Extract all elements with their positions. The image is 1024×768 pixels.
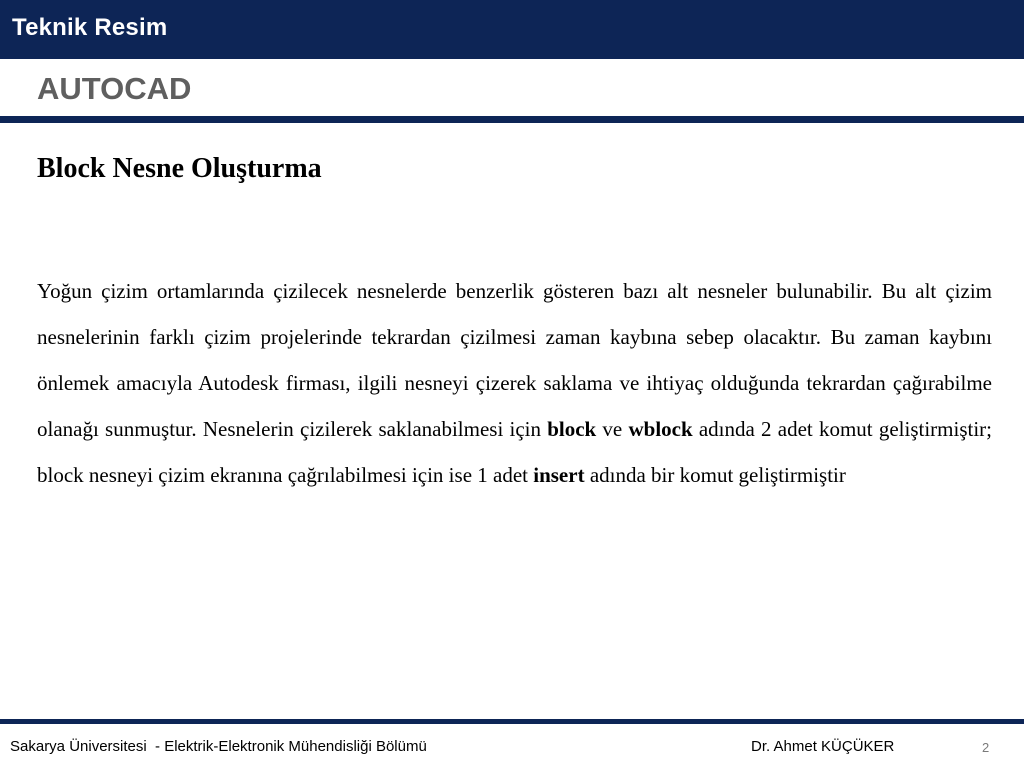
header-bar [0, 0, 1024, 59]
paragraph-text-3: adında 2 adet komut geliştirmiştir; block nesneyi çizim ekranına çağrılabilmesi için ise 1 adet [37, 417, 992, 487]
section-heading: Block Nesne Oluşturma [37, 153, 322, 184]
footer-institution: Sakarya Üniversitesi - Elektrik-Elektronik Mühendisliği Bölümü [10, 738, 427, 755]
keyword-block: block [547, 417, 597, 441]
header-divider [0, 116, 1024, 123]
body-paragraph [37, 268, 992, 498]
paragraph-text-2: ve [596, 417, 629, 441]
footer-divider [0, 719, 1024, 724]
course-title: Teknik Resim [12, 14, 168, 41]
footer-author: Dr. Ahmet KÜÇÜKER [751, 738, 895, 755]
keyword-insert: insert [533, 463, 585, 487]
slide-subtitle: AUTOCAD [37, 71, 192, 106]
page-number: 2 [982, 740, 990, 755]
keyword-wblock: wblock [628, 417, 693, 441]
paragraph-text-4: adında bir komut geliştirmiştir [584, 463, 846, 487]
paragraph-text-1: Yoğun çizim ortamlarında çizilecek nesnelerde benzerlik gösteren bazı alt nesneler bulunabilir. Bu alt çizim nesnelerinin farklı çizim projelerinde tekrardan çizilmesi zaman kaybına sebep olacaktır. Bu zaman kaybını önlemek amacıyla Autodesk firması, ilgili nesneyi çizerek saklama ve ihtiyaç olduğunda tekrardan çağırabilme olanağı sunmuştur. Nesnelerin çizilerek saklanabilmesi için [37, 279, 992, 441]
